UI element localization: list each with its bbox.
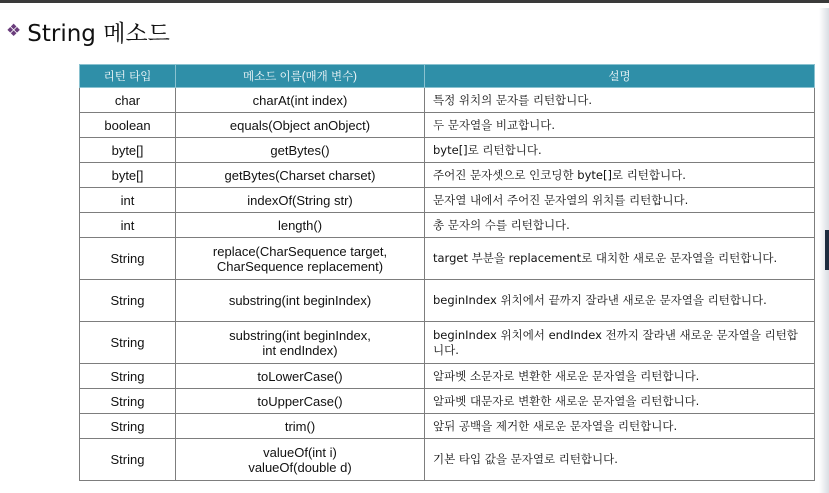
description-cell: 두 문자열을 비교합니다. [425, 113, 815, 138]
method-cell [176, 138, 425, 163]
slide-title-text: String 메소드 [27, 20, 170, 47]
table-row [80, 280, 815, 322]
return-type-cell: byte[] [80, 138, 176, 163]
description-cell: target 부분을 replacement로 대치한 새로운 문자열을 리턴합니다. [425, 238, 815, 280]
method-line: getBytes(Charset charset) [224, 167, 376, 183]
description-cell: 알파벳 대문자로 변환한 새로운 문자열을 리턴합니다. [425, 389, 815, 414]
header-return-type: 리턴 타입 [80, 65, 176, 88]
return-type-cell: String [80, 322, 176, 364]
method-cell [176, 280, 425, 322]
description-cell: byte[]로 리턴합니다. [425, 138, 815, 163]
string-methods-table [79, 64, 815, 481]
top-border [0, 0, 829, 3]
method-line: indexOf(String str) [247, 192, 353, 208]
return-type-cell: String [80, 364, 176, 389]
method-cell [176, 213, 425, 238]
description-cell: 알파벳 소문자로 변환한 새로운 문자열을 리턴합니다. [425, 364, 815, 389]
table-row [80, 113, 815, 138]
table-row [80, 322, 815, 364]
method-line: int endIndex) [262, 342, 338, 358]
return-type-cell: String [80, 439, 176, 481]
description-cell: 총 문자의 수를 리턴합니다. [425, 213, 815, 238]
method-line: replace(CharSequence target, [212, 243, 388, 259]
method-line: substring(int beginIndex) [228, 293, 372, 308]
description-cell: 특정 위치의 문자를 리턴합니다. [425, 88, 815, 113]
method-line: toLowerCase() [257, 368, 343, 384]
description-cell: 기본 타입 값을 문자열로 리턴합니다. [425, 439, 815, 481]
table-row [80, 138, 815, 163]
method-cell [176, 439, 425, 481]
table-row [80, 213, 815, 238]
return-type-cell: int [80, 213, 176, 238]
method-line: CharSequence replacement) [216, 258, 384, 274]
table-row [80, 88, 815, 113]
method-line: substring(int beginIndex, [229, 327, 371, 343]
method-cell [176, 113, 425, 138]
return-type-cell: byte[] [80, 163, 176, 188]
slide-title [6, 16, 170, 46]
return-type-cell: int [80, 188, 176, 213]
diamond-bullet-icon: ❖ [6, 20, 22, 41]
method-cell [176, 364, 425, 389]
method-line: valueOf(double d) [248, 459, 352, 475]
method-line: length() [277, 217, 323, 233]
return-type-cell: String [80, 280, 176, 322]
method-line: valueOf(int i) [263, 444, 337, 460]
table-row [80, 439, 815, 481]
right-edge-marker [825, 230, 829, 270]
return-type-cell: String [80, 238, 176, 280]
method-line: toUpperCase() [257, 393, 343, 409]
description-cell: 주어진 문자셋으로 인코딩한 byte[]로 리턴합니다. [425, 163, 815, 188]
table-row [80, 163, 815, 188]
description-cell: 문자열 내에서 주어진 문자열의 위치를 리턴합니다. [425, 188, 815, 213]
table-row [80, 364, 815, 389]
table-row [80, 188, 815, 213]
method-cell [176, 389, 425, 414]
method-line: charAt(int index) [252, 92, 348, 108]
method-line: getBytes() [270, 142, 330, 158]
method-cell [176, 188, 425, 213]
method-cell [176, 163, 425, 188]
description-cell: beginIndex 위치에서 endIndex 전까지 잘라낸 새로운 문자열을 리턴합니다. [425, 322, 815, 364]
method-cell [176, 238, 425, 280]
table-header-row [80, 65, 815, 88]
header-method-name: 메소드 이름(매개 변수) [176, 65, 425, 88]
method-cell [176, 414, 425, 439]
method-cell [176, 88, 425, 113]
return-type-cell: String [80, 389, 176, 414]
description-cell: 앞뒤 공백을 제거한 새로운 문자열을 리턴합니다. [425, 414, 815, 439]
method-line: trim() [284, 418, 316, 434]
table-row [80, 414, 815, 439]
description-cell: beginIndex 위치에서 끝까지 잘라낸 새로운 문자열을 리턴합니다. [425, 280, 815, 322]
return-type-cell: boolean [80, 113, 176, 138]
header-description: 설명 [425, 65, 815, 88]
method-line: equals(Object anObject) [229, 117, 371, 133]
method-cell [176, 322, 425, 364]
return-type-cell: String [80, 414, 176, 439]
table-row [80, 238, 815, 280]
table-row [80, 389, 815, 414]
return-type-cell: char [80, 88, 176, 113]
